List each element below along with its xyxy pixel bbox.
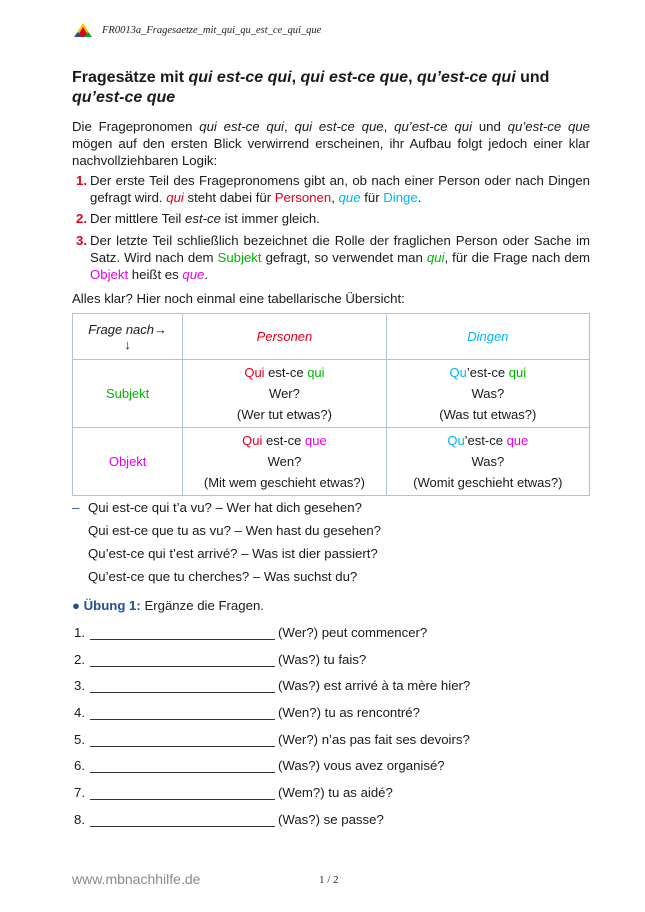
row-header-subjekt: Subjekt — [73, 360, 183, 428]
cell-subjekt-personen: Qui est-ce qui Wer? (Wer tut etwas?) — [183, 360, 386, 428]
rule-number: 2. — [76, 211, 87, 226]
column-header-dingen: Dingen — [386, 314, 589, 360]
dash-icon: – — [72, 500, 80, 515]
arrow-down-icon: ↓ — [124, 336, 131, 352]
footer-website: www.mbnachhilfe.de — [72, 871, 201, 887]
list-item: Qui est-ce que tu as vu? – Wen hast du gesehen? — [88, 523, 382, 538]
exercise-heading: ● Übung 1: Ergänze die Fragen. — [72, 598, 264, 613]
exercise-item: 2. (Was?) tu fais? — [74, 651, 367, 667]
cell-objekt-personen: Qui est-ce que Wen? (Mit wem geschieht etwas?) — [183, 428, 386, 496]
answer-blank[interactable] — [90, 678, 275, 693]
page-number: 1 / 2 — [319, 874, 339, 886]
logo-icon — [74, 23, 92, 37]
exercise-item: 1. (Wer?) peut commencer? — [74, 625, 428, 640]
answer-blank[interactable] — [90, 785, 275, 800]
answer-blank[interactable] — [90, 732, 275, 747]
rule-1: 1. Der erste Teil des Fragepronomens gibt an, ob nach einer Person oder nach Dingen gefragt wird. qui steht dabei für Personen, que für Dinge. — [76, 173, 590, 205]
exercise-item: 8. (Was?) se passe? — [74, 811, 384, 827]
example-list — [72, 500, 381, 592]
document-id: FR0013a_Fragesaetze_mit_qui_qu_est_ce_qui_que — [102, 24, 322, 36]
column-header-personen: Personen — [183, 314, 386, 360]
answer-blank[interactable] — [90, 652, 275, 667]
exercise-item: 5. (Wer?) n’as pas fait ses devoirs? — [74, 731, 470, 747]
list-item: Qu’est-ce qui t’est arrivé? – Was ist dier passiert? — [88, 546, 378, 561]
rule-2: 2. Der mittlere Teil est-ce ist immer gleich. — [76, 211, 320, 226]
page-header — [74, 23, 321, 37]
cell-subjekt-dingen: Qu’est-ce qui Was? (Was tut etwas?) — [386, 360, 589, 428]
exercise-list — [74, 625, 470, 839]
rule-3: 3. Der letzte Teil schließlich bezeichnet die Rolle der fraglichen Person oder Sache im Satz. Wird nach dem Subjekt gefragt, so verwendet man qui, für die Frage nach dem Objekt heißt es que. — [76, 233, 591, 282]
page-title: Fragesätze mit qui est-ce qui, qui est-ce que, qu’est-ce qui und qu’est-ce que — [72, 69, 550, 106]
answer-blank[interactable] — [90, 625, 275, 640]
answer-blank[interactable] — [90, 812, 275, 827]
exercise-item: 4. (Wen?) tu as rencontré? — [74, 705, 420, 721]
row-header-objekt: Objekt — [73, 428, 183, 496]
exercise-item: 3. (Was?) est arrivé à ta mère hier? — [74, 678, 471, 694]
bullet-icon: ● — [72, 598, 80, 613]
rule-number: 1. — [76, 173, 87, 188]
cell-objekt-dingen: Qu’est-ce que Was? (Womit geschieht etwas?) — [386, 428, 589, 496]
answer-blank[interactable] — [90, 758, 275, 773]
rule-number: 3. — [76, 233, 87, 248]
overview-intro: Alles klar? Hier noch einmal eine tabellarische Übersicht: — [72, 291, 405, 306]
overview-table — [72, 313, 590, 496]
table-corner: Frage nach→ ↓ — [73, 314, 183, 360]
answer-blank[interactable] — [90, 705, 275, 720]
list-item: Qu’est-ce que tu cherches? – Was suchst du? — [88, 569, 358, 584]
list-item: – Qui est-ce qui t’a vu? – Wer hat dich gesehen? — [72, 500, 362, 515]
exercise-item: 6. (Was?) vous avez organisé? — [74, 758, 445, 774]
exercise-item: 7. (Wem?) tu as aidé? — [74, 785, 393, 801]
intro-paragraph: Die Fragepronomen qui est-ce qui, qui est-ce que, qu’est-ce qui und qu’est-ce que mögen auf den ersten Blick verwirrend erscheinen, ihr Aufbau folgt jedoch einer klar nachvollziehbaren Logik: — [72, 119, 590, 168]
